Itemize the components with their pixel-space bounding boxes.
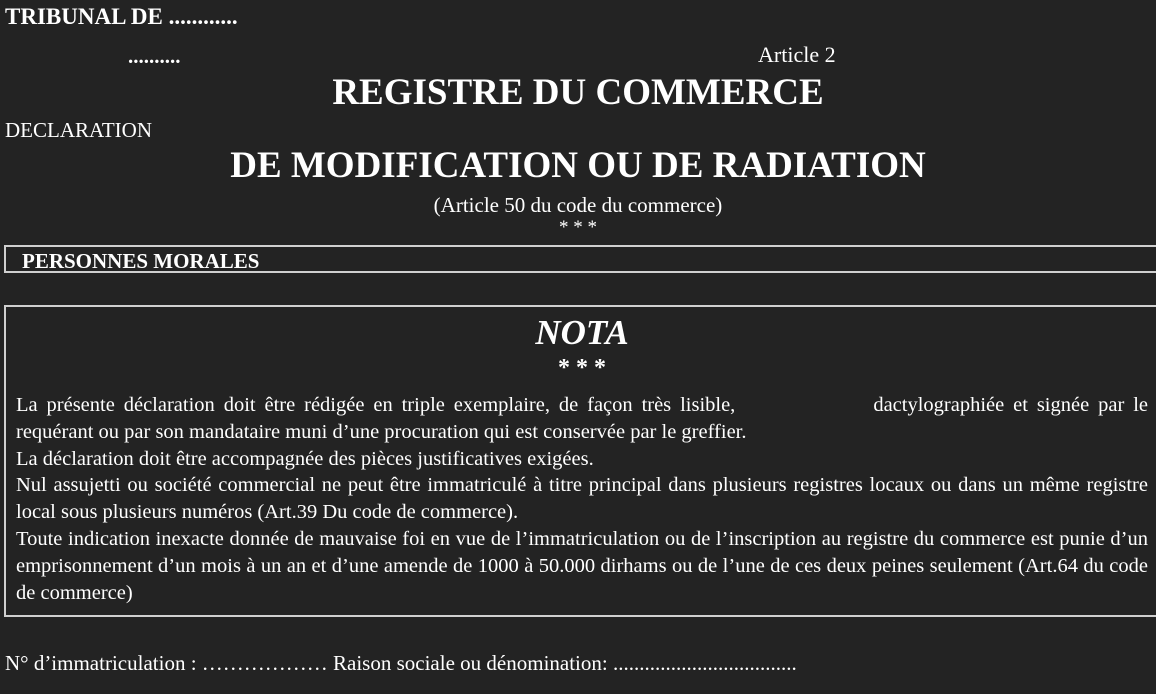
nota-box [4, 305, 1156, 617]
nota-stars-divider: * * * [558, 355, 606, 381]
nota-title: NOTA [535, 313, 629, 352]
nota-paragraph: La déclaration doit être accompagnée des pièces justificatives exigées. [16, 447, 594, 470]
nota-paragraph-part: La présente déclaration doit être rédigée en triple exemplaire, de façon très lisible, [16, 394, 736, 416]
page-subtitle: DE MODIFICATION OU DE RADIATION [230, 145, 926, 186]
nota-paragraph: Nul assujetti ou société commercial ne peut être immatriculé à titre principal dans plusieurs registres locaux ou dans un même registre local sous plusieurs numéros (Art.39 Du code de commerce). [16, 474, 1148, 524]
legal-reference: (Article 50 du code du commerce) [433, 193, 723, 217]
nota-paragraph: Toute indication inexacte donnée de mauvaise foi en vue de l’immatriculation ou de l’inscription au registre du commerce est punie d’un emprisonnement d’un mois à un an et d’une amende de 1000 à 50.000 dirhams ou de l’une de ces deux peines seulement (Art.64 du code de commerce) [16, 527, 1148, 604]
nota-paragraph [16, 392, 1148, 446]
declaration-label: DECLARATION [5, 118, 152, 142]
nota-paragraph-part: dactylographiée et signée par le requérant ou par son mandataire muni d’une procuration qui est conservée par le greffier. [16, 394, 1148, 443]
page-title: REGISTRE DU COMMERCE [332, 72, 824, 113]
section-box-personnes-morales [4, 245, 1156, 273]
article-number: Article 2 [758, 42, 836, 67]
tribunal-heading: TRIBUNAL DE ............ [5, 4, 238, 29]
registration-fields-line: N° d’immatriculation : ……………… Raison sociale ou dénomination: ................................... [5, 651, 797, 675]
section-label: PERSONNES MORALES [22, 249, 260, 273]
header-stars-divider: * * * [559, 217, 597, 238]
nota-body [16, 392, 1148, 606]
tribunal-placeholder-dots: .......... [128, 44, 181, 68]
